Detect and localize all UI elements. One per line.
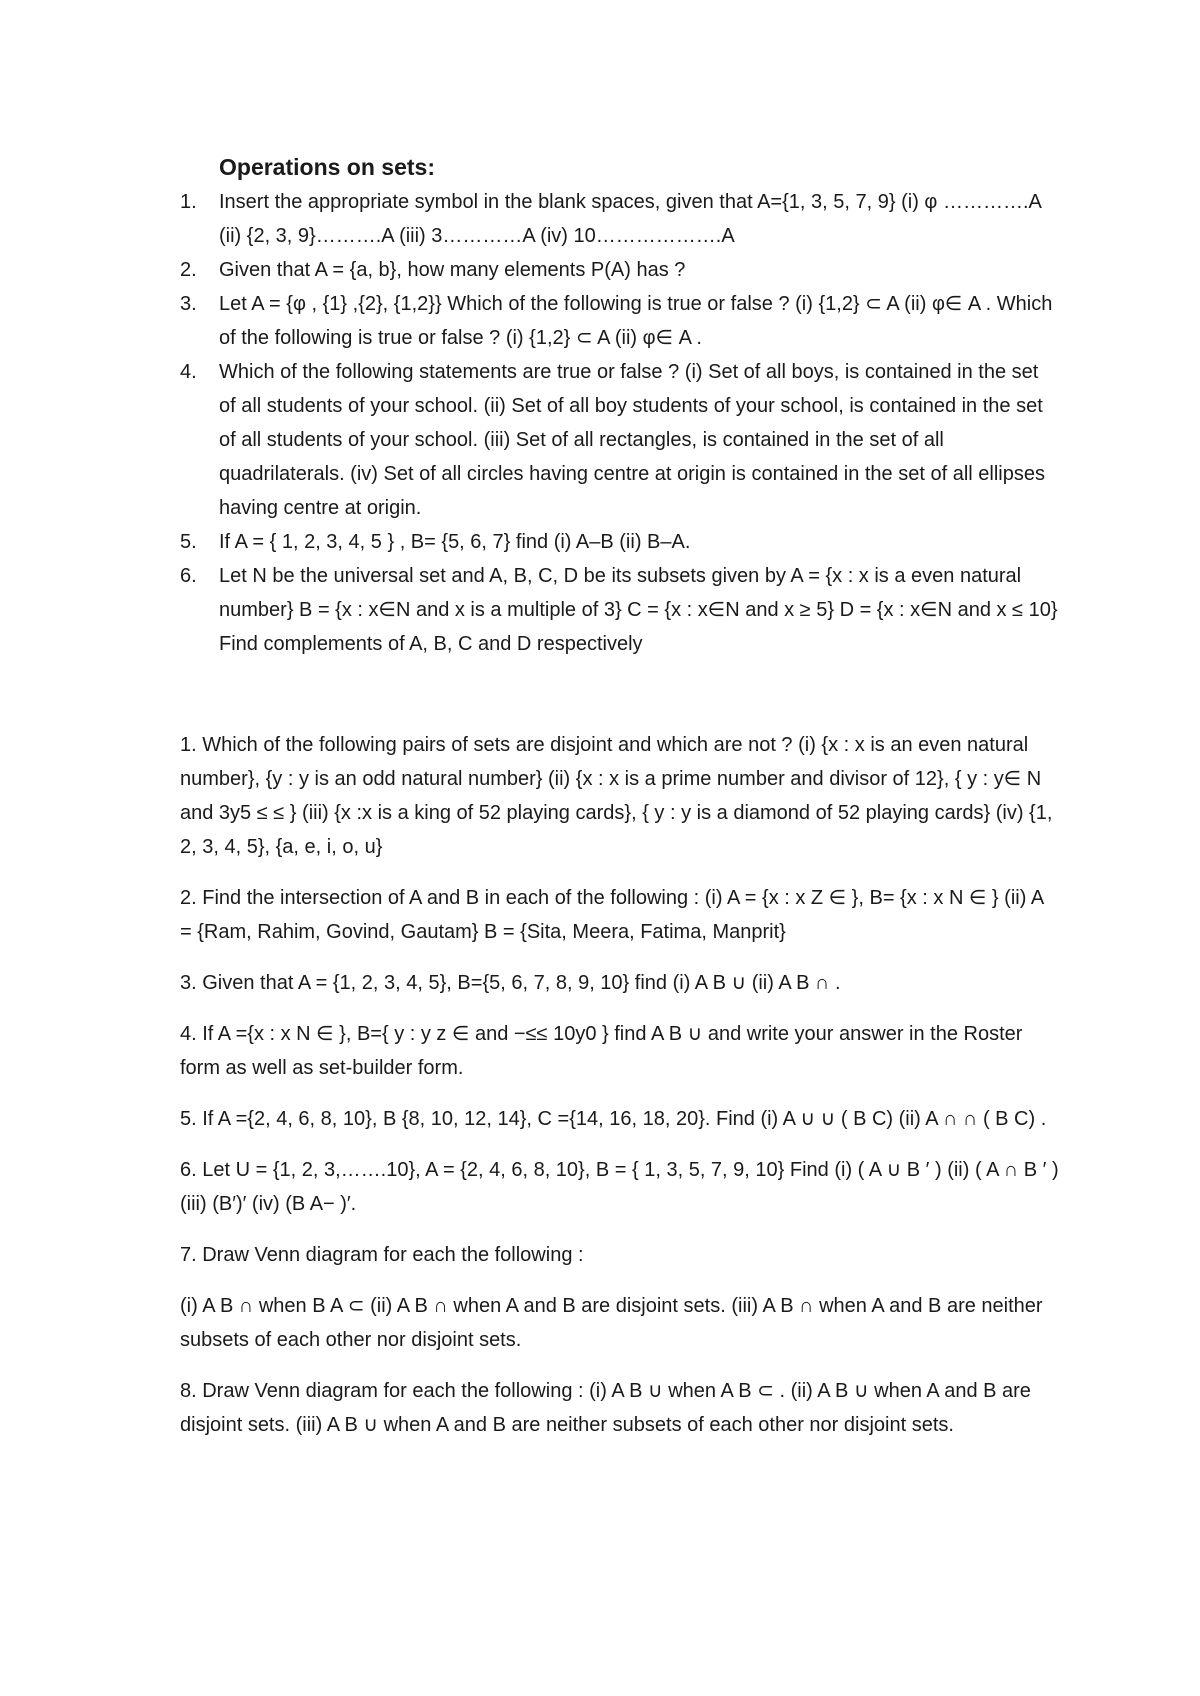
list-item-text: Let N be the universal set and A, B, C, D be its subsets given by A = {x : x is a even natural number} B = {x : x∈N and x is a multiple of 3} C = {x : x∈N and x ≥ 5} D = {x : x∈N and x ≤ 10} Find complements of A, B, C and D respectively xyxy=(219,565,1058,655)
list-item xyxy=(180,525,1060,559)
list-item xyxy=(180,355,1060,525)
exercise-question: 6. Let U = {1, 2, 3,…….10}, A = {2, 4, 6, 8, 10}, B = { 1, 3, 5, 7, 9, 10} Find (i) ( A ∪ B ′ ) (ii) ( A ∩ B ′ ) (iii) (B′)′ (iv) (B A− )′. xyxy=(180,1159,1059,1215)
list-item-number: 1. xyxy=(180,191,197,213)
list-item-text: Insert the appropriate symbol in the blank spaces, given that A={1, 3, 5, 7, 9} (i) φ ………….A (ii) {2, 3, 9}……….A (iii) 3…………A (iv) 10……………….A xyxy=(219,191,1041,247)
list-item xyxy=(180,185,1060,253)
exercise-question: 8. Draw Venn diagram for each the following : (i) A B ∪ when A B ⊂ . (ii) A B ∪ when A and B are disjoint sets. (iii) A B ∪ when A and B are neither subsets of each other nor disjoint sets. xyxy=(180,1380,1031,1436)
exercise-question: (i) A B ∩ when B A ⊂ (ii) A B ∩ when A and B are disjoint sets. (iii) A B ∩ when A and B are neither subsets of each other nor disjoint sets. xyxy=(180,1295,1043,1351)
list-item-text: Given that A = {a, b}, how many elements P(A) has ? xyxy=(219,259,686,281)
exercise-section xyxy=(180,728,1060,1459)
list-item-number: 6. xyxy=(180,565,197,587)
page-title: Operations on sets: xyxy=(219,154,435,180)
list-item-number: 2. xyxy=(180,259,197,281)
exercise-question: 1. Which of the following pairs of sets are disjoint and which are not ? (i) {x : x is an even natural number}, {y : y is an odd natural number} (ii) {x : x is a prime number and divisor of 12}, { y : y∈ N and 3y5 ≤ ≤ } (iii) {x :x is a king of 52 playing cards}, { y : y is a diamond of 52 playing cards} (iv) {1, 2, 3, 4, 5}, {a, e, i, o, u} xyxy=(180,734,1053,858)
exercise-question: 3. Given that A = {1, 2, 3, 4, 5}, B={5, 6, 7, 8, 9, 10} find (i) A B ∪ (ii) A B ∩ . xyxy=(180,972,841,994)
list-item xyxy=(180,253,1060,287)
list-item-text: If A = { 1, 2, 3, 4, 5 } , B= {5, 6, 7} find (i) A–B (ii) B–A. xyxy=(219,531,691,553)
exercise-question: 5. If A ={2, 4, 6, 8, 10}, B {8, 10, 12, 14}, C ={14, 16, 18, 20}. Find (i) A ∪ ∪ ( B C) (ii) A ∩ ∩ ( B C) . xyxy=(180,1108,1047,1130)
list-item-number: 3. xyxy=(180,293,197,315)
exercise-question: 4. If A ={x : x N ∈ }, B={ y : y z ∈ and −≤≤ 10y0 } find A B ∪ and write your answer in the Roster form as well as set-builder form. xyxy=(180,1023,1023,1079)
list-item-text: Which of the following statements are true or false ? (i) Set of all boys, is contained in the set of all students of your school. (ii) Set of all boy students of your school, is contained in the set of all students of your school. (iii) Set of all rectangles, is contained in the set of all quadrilaterals. (iv) Set of all circles having centre at origin is contained in the set of all ellipses having centre at origin. xyxy=(219,361,1045,519)
list-item-number: 4. xyxy=(180,361,197,383)
list-item xyxy=(180,559,1060,661)
list-item-text: Let A = {φ , {1} ,{2}, {1,2}} Which of the following is true or false ? (i) {1,2} ⊂ A (ii) φ∈ A . Which of the following is true or false ? (i) {1,2} ⊂ A (ii) φ∈ A . xyxy=(219,293,1053,349)
exercise-question: 2. Find the intersection of A and B in each of the following : (i) A = {x : x Z ∈ }, B= {x : x N ∈ } (ii) A = {Ram, Rahim, Govind, Gautam} B = {Sita, Meera, Fatima, Manprit} xyxy=(180,887,1044,943)
numbered-question-list xyxy=(180,185,1060,661)
list-item xyxy=(180,287,1060,355)
exercise-question: 7. Draw Venn diagram for each the following : xyxy=(180,1244,584,1266)
list-item-number: 5. xyxy=(180,531,197,553)
